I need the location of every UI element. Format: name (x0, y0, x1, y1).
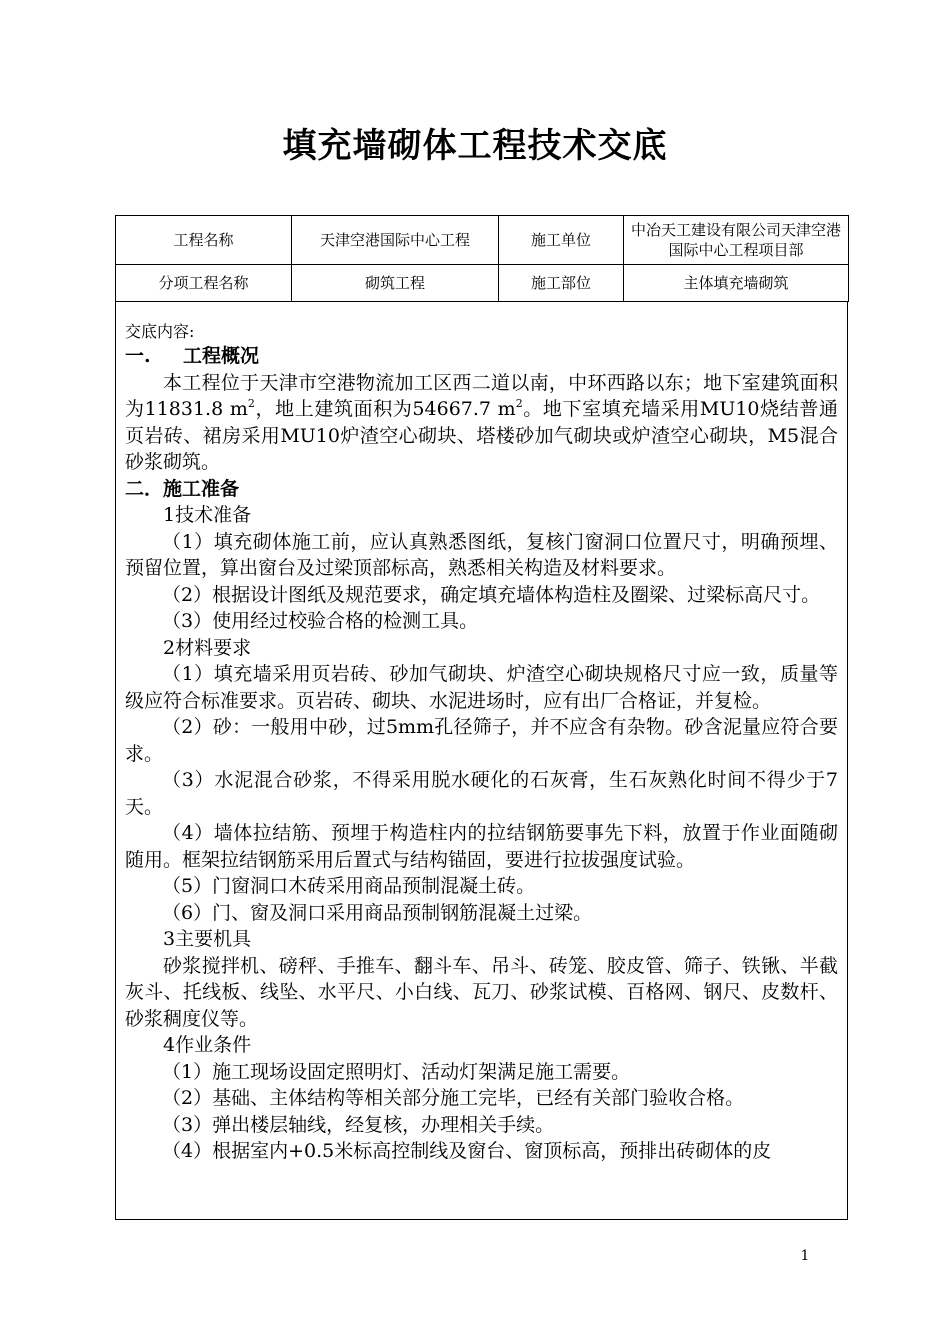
subproject-name-value: 砌筑工程 (292, 265, 499, 302)
list-item: （3）水泥混合砂浆，不得采用脱水硬化的石灰膏，生石灰熟化时间不得少于7天。 (125, 769, 838, 818)
project-name-value: 天津空港国际中心工程 (292, 216, 499, 265)
list-item: （2）砂：一般用中砂，过5mm孔径筛子，并不应含有杂物。砂含泥量应符合要求。 (125, 716, 838, 765)
list-item: （3）弹出楼层轴线，经复核，办理相关手续。 (162, 1113, 555, 1136)
list-item: （5）门窗洞口木砖采用商品预制混凝土砖。 (162, 875, 536, 897)
page-number: 1 (800, 1248, 810, 1264)
document-title: 填充墙砌体工程技术交底 (282, 126, 668, 166)
list-item: （4）根据室内+0.5米标高控制线及窗台、窗顶标高，预排出砖砌体的皮 (162, 1140, 772, 1162)
section-heading-preparation: 二．施工准备 (125, 477, 240, 500)
list-item: （2）根据设计图纸及规范要求，确定填充墙体构造柱及圈梁、过梁标高尺寸。 (162, 583, 821, 606)
list-item: （1）施工现场设固定照明灯、活动灯架满足施工需要。 (162, 1060, 631, 1083)
subheading-equipment: 3主要机具 (163, 928, 252, 950)
subheading-conditions: 4作业条件 (163, 1034, 252, 1056)
overview-paragraph: 本工程位于天津市空港物流加工区西二道以南，中环西路以东；地下室建筑面积为11831.8 $m^2$，地上建筑面积为54667.7 $m^2$。地下室填充墙采用MU10烧结普通页岩砖、裙房采用MU10炉渣空心砌块、塔楼砂加气砌块或炉渣空心砌块，M5混合砂浆砌筑。 (125, 371, 838, 473)
list-item: （1）填充墙采用页岩砖、砂加气砌块、炉渣空心砌块规格尺寸应一致，质量等级应符合标准要求。页岩砖、砌块、水泥进场时，应有出厂合格证，并复检。 (125, 663, 838, 712)
subheading-materials: 2材料要求 (163, 636, 252, 659)
construction-part-label: 施工部位 (499, 265, 624, 302)
section-heading-overview: 一. 工程概况 (125, 345, 260, 367)
list-item: （4）墙体拉结筋、预埋于构造柱内的拉结钢筋要事先下料，放置于作业面随砌随用。框架拉结钢筋采用后置式与结构锚固，要进行拉拔强度试验。 (125, 822, 838, 871)
list-item: （6）门、窗及洞口采用商品预制钢筋混凝土过梁。 (162, 901, 593, 924)
subheading-technical: 1技术准备 (163, 504, 252, 526)
list-item: （3）使用经过校验合格的检测工具。 (162, 610, 479, 632)
contractor-value: 中冶天工建设有限公司天津空港国际中心工程项目部 (624, 216, 849, 265)
contractor-label: 施工单位 (499, 216, 624, 265)
project-info-table (115, 215, 849, 302)
list-item: （2）基础、主体结构等相关部分施工完毕，已经有关部门验收合格。 (162, 1087, 745, 1109)
table-row (116, 265, 849, 302)
list-item: （1）填充砌体施工前，应认真熟悉图纸，复核门窗洞口位置尺寸，明确预埋、预留位置，算出窗台及过梁顶部标高，熟悉相关构造及材料要求。 (125, 530, 838, 579)
disclosure-content (115, 301, 848, 1220)
table-row (116, 216, 849, 265)
construction-part-value: 主体填充墙砌筑 (624, 265, 849, 302)
project-name-label: 工程名称 (116, 216, 292, 265)
subproject-name-label: 分项工程名称 (116, 265, 292, 302)
content-label: 交底内容: (125, 322, 195, 341)
equipment-paragraph: 砂浆搅拌机、磅秤、手推车、翻斗车、吊斗、砖笼、胶皮管、筛子、铁锹、半截灰斗、托线板、线坠、水平尺、小白线、瓦刀、砂浆试模、百格网、钢尺、皮数杆、砂浆稠度仪等。 (125, 954, 838, 1030)
